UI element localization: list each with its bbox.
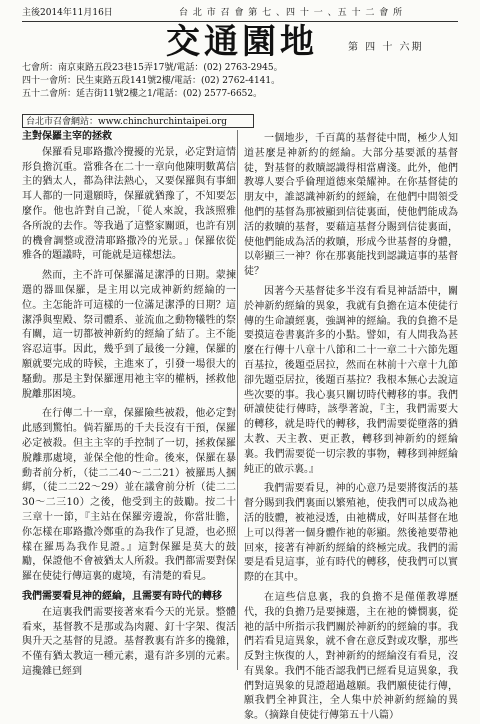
- section-heading: 我們需要看見神的經綸，且需要有時代的轉移: [22, 590, 222, 602]
- column-divider: [237, 130, 238, 670]
- article-paragraph: 在這些信息裏，我的負擔不是僅僅教導歷代，我的負擔乃是要揀選，主在祂的憐憫裏，從祂的話中所指示我們關於神新約的經綸的事。我們若看見這異象，就不會在意反對或攻擊，那些反對主恢復的人，對神新約的經綸沒有看見，沒有異象。我們不能否認我們已經看見這異象，我們對這異象的見證超過越願。我們願使徒行傳，願我們全神貫注，全人集中於神新約經綸的異象。（摘錄自使徒行傳第五十八篇）: [244, 591, 458, 722]
- address-list: [22, 62, 458, 101]
- right-article-column: [244, 132, 458, 722]
- address-line: 七會所：南京東路五段23巷15弄17號/電話：(02) 2763-2945。: [22, 63, 283, 73]
- article-paragraph: 我們需要看見，神的心意乃是要將復活的基督分賜到我們裏面以繁殖祂，使我們可以成為祂活的肢體，被祂浸透，由祂構成，好叫基督在地上可以得著一個身體作祂的彰顯。然後祂要帶祂回來，接著有神新約經綸的終極完成。我們的需要是看見這事，並有時代的轉移，使我們可以實際的在其中。: [244, 483, 458, 584]
- article-paragraph: 保羅看見耶路撒冷攪擾的光景，必定對這情形負擔沉重。當雅各在二十一章向他陳明數萬信主的猶太人，都為律法熱心，又要保羅與有事細耳人都的一同還願時，保羅就猶豫了，不知要怎麼作。他也許對自己說，「從人來說，我該照雅各所說的去作。等我過了這整家關頭，也許有別的機會調整或澄清耶路撒冷的光景。」保羅依從雅各的題議時，可能就是這樣想法。: [22, 146, 236, 262]
- article-paragraph: 在這裏我們需要接著來看今天的光景。整體看來，基督教不是那或為肉麗、釘十字架、復活與升天之基督的見證。基督教裏有許多的攙雜，不僅有猶太教這一種元素，還有許多別的元素。這攙雜已經到: [22, 606, 236, 677]
- section-heading: 主對保羅主宰的拯救: [22, 131, 112, 142]
- address-line: 四十一會所：民生東路五段141號2樓/電話：(02) 2762-4141。: [22, 76, 281, 86]
- issue-number: 第 四 十 六期: [348, 42, 424, 53]
- article-paragraph: 一個地步，千百萬的基督徒中間，極少人知道甚麼是神新約的經綸。大部分基要派的基督徒，對基督的救贖認識得相當膚淺。此外，他們教導人要合乎倫理道德來榮耀神。在你基督徒的朋友中，誰認識神新約的經綸，在他們中間領受他們的基督為那被顯到信徒裏面，使他們能成為活的救贖的基督，要藉這基督分賜到信徒裏面，使他們能成為活的救贖，形成今世基督的身體，以彰顯三一神？你在那裏能找到認識這事的基督徒？: [244, 133, 458, 278]
- newsletter-title: 交通園地: [166, 22, 318, 62]
- website-box: 台北市召會網站：www.chinchurchintaipei.org: [22, 114, 254, 128]
- article-paragraph: 在行傳二十一章，保羅險些被殺，他必定對此感到驚怕。倘若羅馬的千夫長沒有干預，保羅必定被殺。但主主宰的手控制了一切，拯救保羅脫離那處境，並保全他的性命。後來，保羅在暴動者前分析，（徒二二40～二二21）被羅馬人捆綁，（徒二二22～29）並在議會前分析（徒二二30～二三10）之後，他受到主的鼓勵。按二十三章十一節，『主站在保羅旁邊說，你當壯膽，你怎樣在耶路撒冷鄭重的為我作了見證，也必照樣在羅馬為我作見證。』這對保羅是莫大的鼓勵，保證他不會被猶太人所殺。我們都需要對保羅在使徒行傳這裏的處境，有清楚的看見。: [22, 408, 236, 583]
- article-paragraph: 然而，主不許可保羅滿足潔淨的日期。蒙揀選的器皿保羅，是主用以完成神新約經綸的一位。主怎能許可這樣的一位滿足潔淨的日期？這潔淨與聖殿、祭司體系、並流血之動物犧牲的祭有關，這一切都被神新約的經綸了結了。主不能容忍這事。因此，幾乎到了最後一分鐘，保羅的願就要完成的時候，主進來了，引發一場很大的騷動。那是主對保羅運用祂主宰的權柄，拯救他脫離那困境。: [22, 270, 236, 400]
- left-article-column: [22, 130, 236, 677]
- address-line: 五十二會所：延吉街11號2樓之1/電話：(02) 2577-6652。: [22, 89, 263, 99]
- top-line: [22, 5, 458, 22]
- article-paragraph: 因著今天基督徒多半沒有看見神話語中，關於神新約經綸的異象，我就有負擔在這本使徒行傳的生命讀經裏，強調神的經綸。我的負擔不是要摸這卷書裏許多的小點。譬如，有人問我為甚麼在行傳十八章十八節和二十一章二十六節先題百基拉，後題亞居拉，然而在林前十六章十九節卻先題亞居拉，後題百基拉？我根本無心去說這些次要的事。我心裏只關切時代轉移的事。我們研讀使徒行傳時，該學著說，『主，我們需要大的轉移，就是時代的轉移，我們需要從墮落的猶太教、天主教、更正教，轉移到神新約的經綸裏。我們需要從一切宗教的事物，轉移到神經綸純正的啟示裏。』: [244, 285, 458, 475]
- date: 主後2014年11月16日: [22, 8, 113, 18]
- church-name: 台 北 市 召 會 第 七 、四 十 一 、五 十 二 會 所: [179, 8, 404, 18]
